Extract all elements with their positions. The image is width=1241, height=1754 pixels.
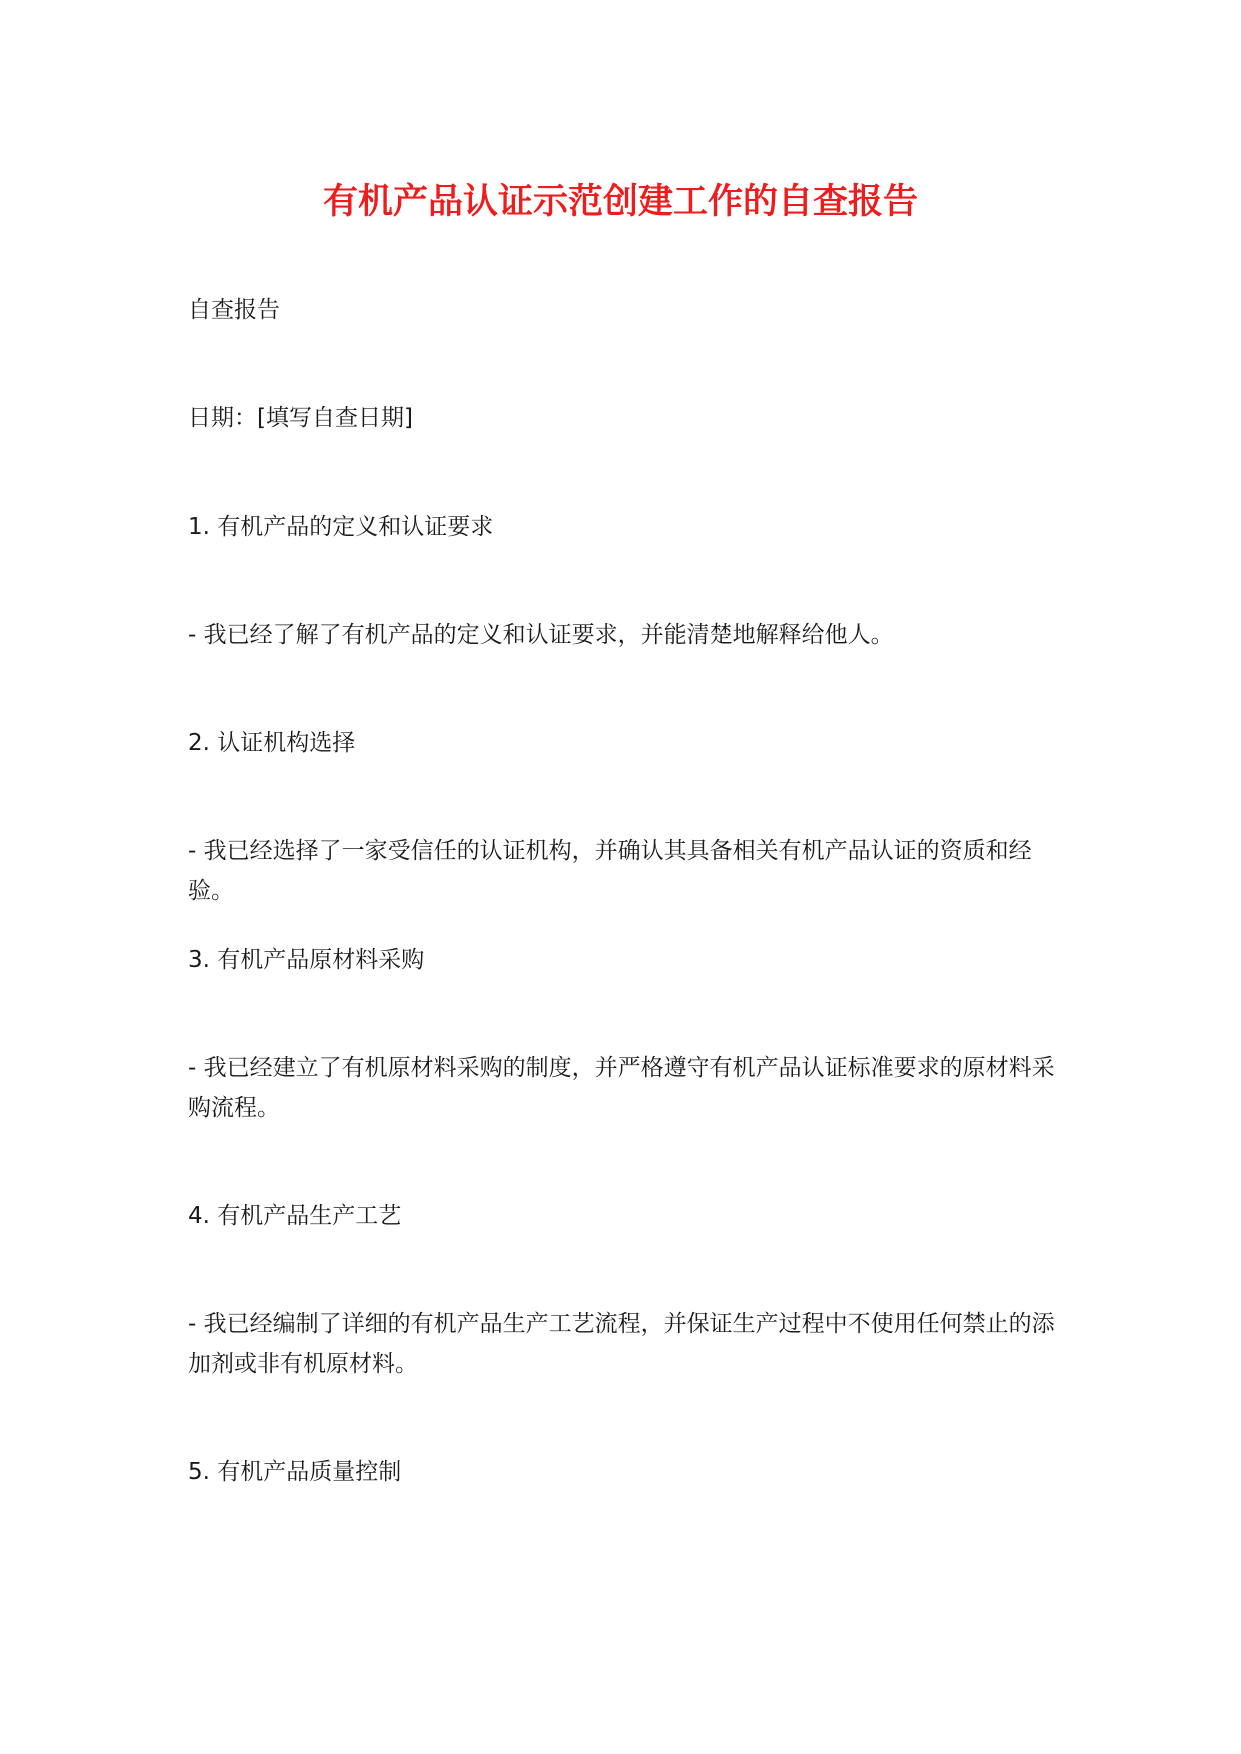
section-2-text: - 我已经选择了一家受信任的认证机构，并确认其具备相关有机产品认证的资质和经验。 (188, 838, 1032, 904)
section-3-heading: 3. 有机产品原材料采购 (188, 947, 425, 973)
section-1-heading: 1. 有机产品的定义和认证要求 (188, 514, 494, 540)
section-1-text: - 我已经了解了有机产品的定义和认证要求，并能清楚地解释给他人。 (188, 622, 894, 648)
report-heading: 自查报告 (188, 297, 280, 323)
section-3-text-line2: 购流程。 (188, 1095, 280, 1121)
section-3-text-line1: - 我已经建立了有机原材料采购的制度，并严格遵守有机产品认证标准要求的原材料采 (188, 1055, 1055, 1081)
section-4-heading: 4. 有机产品生产工艺 (188, 1203, 402, 1229)
section-4-text-line1: - 我已经编制了详细的有机产品生产工艺流程，并保证生产过程中不使用任何禁止的添 (188, 1311, 1055, 1337)
date-line: 日期：[填写自查日期] (188, 405, 413, 431)
section-5-heading: 5. 有机产品质量控制 (188, 1459, 402, 1485)
section-4-text-line2: 加剂或非有机原材料。 (188, 1351, 418, 1377)
section-2-heading: 2. 认证机构选择 (188, 730, 356, 756)
document-title: 有机产品认证示范创建工作的自查报告 (322, 182, 918, 222)
